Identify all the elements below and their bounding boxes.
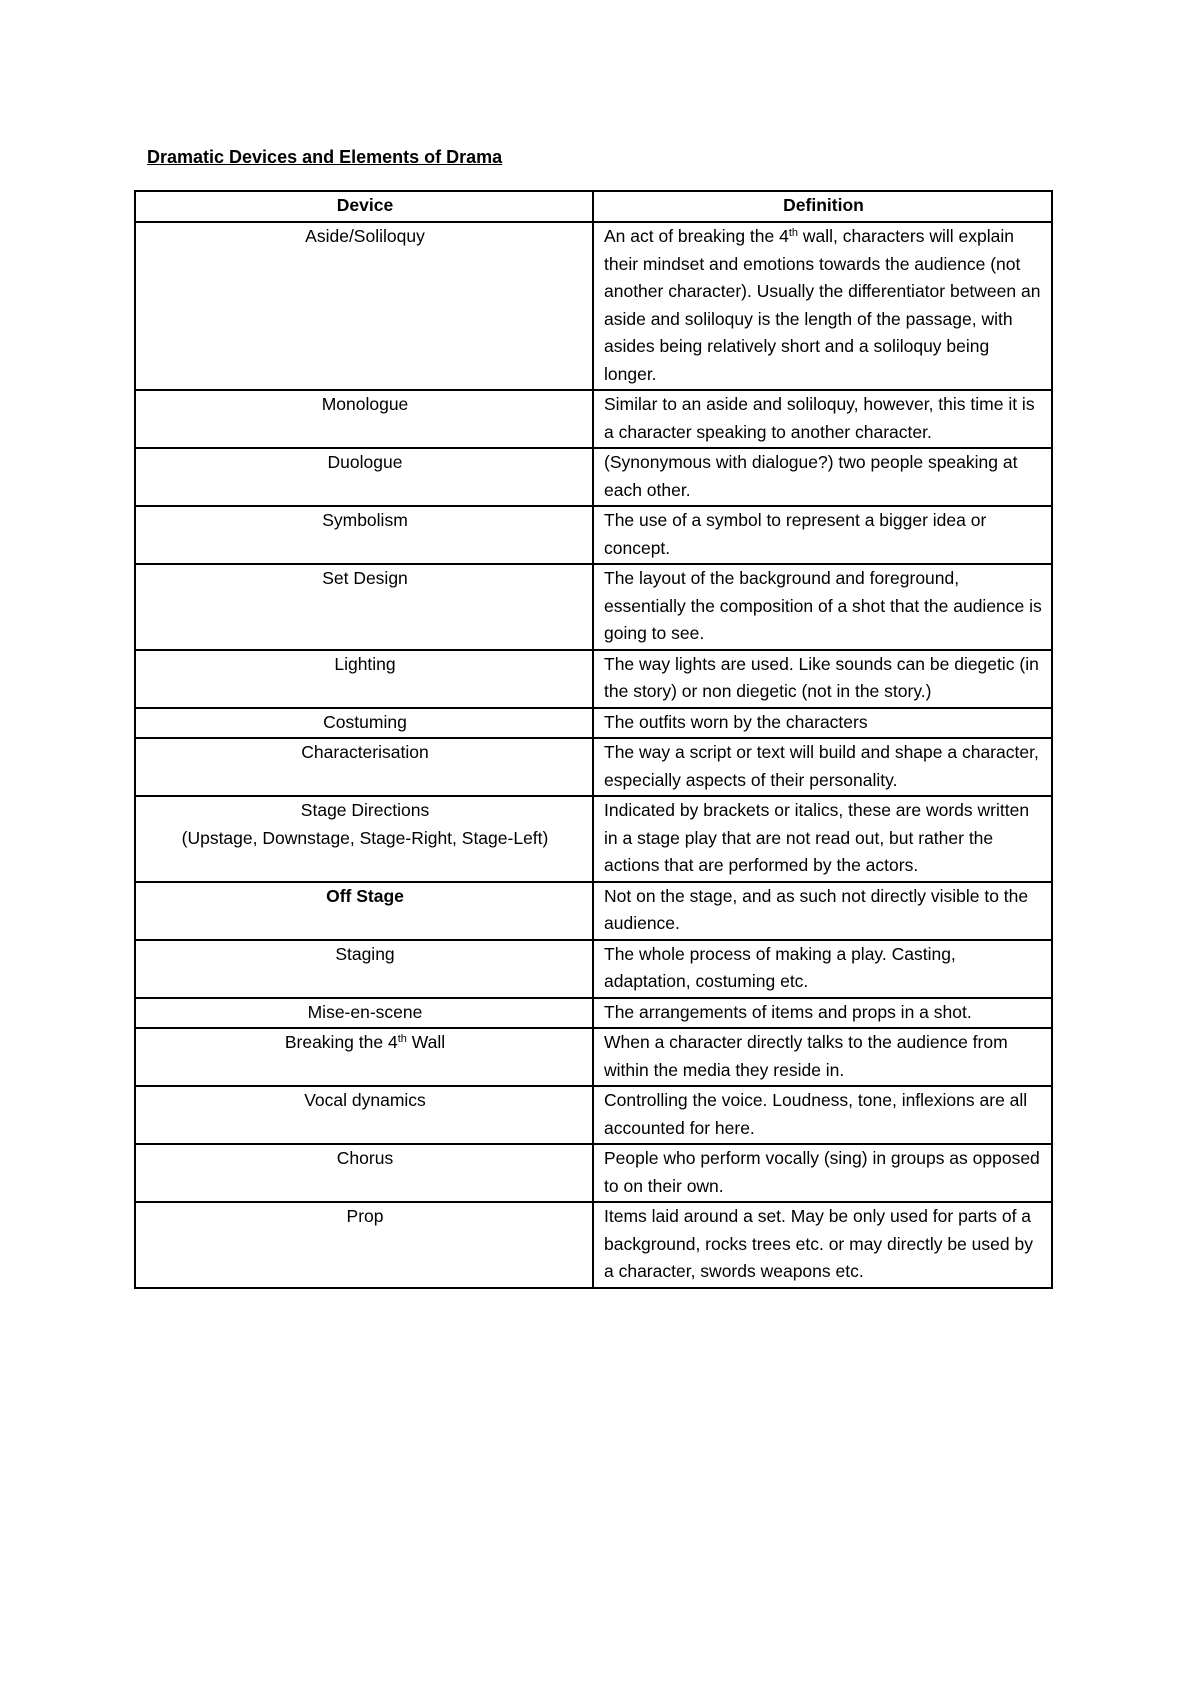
table-row [135,1202,1052,1288]
device-cell: Chorus [135,1144,593,1202]
superscript: th [397,1033,407,1045]
table-row [135,1144,1052,1202]
definition-cell: Items laid around a set. May be only used for parts of a background, rocks trees etc. or may directly be used by a character, swords weapons etc. [593,1202,1052,1288]
device-cell: Lighting [135,650,593,708]
device-cell [135,796,593,882]
devices-table [134,190,1053,1289]
definition-cell: The outfits worn by the characters [593,708,1052,739]
table-row [135,882,1052,940]
definition-cell: People who perform vocally (sing) in groups as opposed to on their own. [593,1144,1052,1202]
definition-text: wall, characters will explain their mindset and emotions towards the audience (not another character). Usually the differentiator between an aside and soliloquy is the length of the passage, with asides being relatively short and a soliloquy being longer. [604,226,1041,384]
table-row [135,448,1052,506]
definition-cell: (Synonymous with dialogue?) two people speaking at each other. [593,448,1052,506]
device-cell: Costuming [135,708,593,739]
device-cell: Symbolism [135,506,593,564]
device-text: Wall [406,1032,446,1052]
definition-cell: Indicated by brackets or italics, these are words written in a stage play that are not read out, but rather the actions that are performed by the actors. [593,796,1052,882]
table-row [135,796,1052,882]
definition-cell: The way lights are used. Like sounds can be diegetic (in the story) or non diegetic (not in the story.) [593,650,1052,708]
table-row [135,940,1052,998]
superscript: th [788,227,799,239]
table-row [135,1086,1052,1144]
table-header-row [135,191,1052,222]
device-cell: Monologue [135,390,593,448]
definition-cell: The layout of the background and foreground, essentially the composition of a shot that the audience is going to see. [593,564,1052,650]
definition-cell: The way a script or text will build and shape a character, especially aspects of their personality. [593,738,1052,796]
device-text: Breaking the 4 [284,1032,398,1052]
definition-cell: Controlling the voice. Loudness, tone, inflexions are all accounted for here. [593,1086,1052,1144]
device-cell: Prop [135,1202,593,1288]
definition-cell: Similar to an aside and soliloquy, however, this time it is a character speaking to another character. [593,390,1052,448]
table-row [135,564,1052,650]
page-title: Dramatic Devices and Elements of Drama [147,147,503,167]
table-row [135,1028,1052,1086]
column-header-device: Device [135,191,593,222]
device-cell: Staging [135,940,593,998]
table-row [135,738,1052,796]
definition-cell [593,222,1052,390]
device-cell: Vocal dynamics [135,1086,593,1144]
table-row [135,708,1052,739]
table-row [135,222,1052,390]
device-name: Stage Directions [300,800,430,820]
table-row [135,506,1052,564]
definition-cell: Not on the stage, and as such not directly visible to the audience. [593,882,1052,940]
device-cell: Set Design [135,564,593,650]
device-cell: Duologue [135,448,593,506]
device-cell: Aside/Soliloquy [135,222,593,390]
device-cell: Characterisation [135,738,593,796]
device-cell [135,1028,593,1086]
table-row [135,650,1052,708]
definition-cell: The arrangements of items and props in a shot. [593,998,1052,1029]
definition-cell: The use of a symbol to represent a bigger idea or concept. [593,506,1052,564]
definition-cell: When a character directly talks to the audience from within the media they reside in. [593,1028,1052,1086]
device-subtitle: (Upstage, Downstage, Stage-Right, Stage-Left) [181,827,549,848]
definition-cell: The whole process of making a play. Casting, adaptation, costuming etc. [593,940,1052,998]
table-row [135,998,1052,1029]
table-row [135,390,1052,448]
device-cell: Mise-en-scene [135,998,593,1029]
device-cell: Off Stage [135,882,593,940]
definition-text: An act of breaking the 4 [604,226,789,246]
column-header-definition: Definition [593,191,1052,222]
